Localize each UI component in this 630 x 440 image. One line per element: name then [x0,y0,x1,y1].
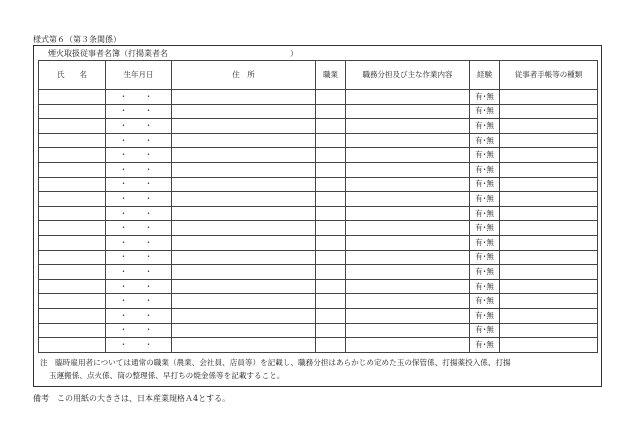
occupation-cell[interactable] [316,338,346,353]
table-row [39,206,598,221]
name-cell[interactable] [39,90,106,105]
birthdate-cell[interactable]: ・ ・ [106,265,172,280]
address-cell[interactable] [172,221,316,236]
name-cell[interactable] [39,162,106,177]
birthdate-cell[interactable]: ・ ・ [106,323,172,338]
handbook-type-cell[interactable] [500,323,598,338]
address-cell[interactable] [172,162,316,177]
birthdate-cell[interactable]: ・ ・ [106,162,172,177]
experience-cell[interactable]: 有･無 [470,206,500,221]
experience-cell[interactable]: 有･無 [470,119,500,134]
table-row [39,221,598,236]
handbook-type-cell[interactable] [500,119,598,134]
name-cell[interactable] [39,206,106,221]
birthdate-cell[interactable]: ・ ・ [106,119,172,134]
address-cell[interactable] [172,308,316,323]
name-cell[interactable] [39,177,106,192]
roster-table [38,60,598,353]
experience-cell[interactable]: 有･無 [470,177,500,192]
duties-cell[interactable] [346,119,470,134]
occupation-cell[interactable] [316,308,346,323]
handbook-type-cell[interactable] [500,279,598,294]
address-cell[interactable] [172,323,316,338]
experience-cell[interactable]: 有･無 [470,265,500,280]
handbook-type-cell[interactable] [500,265,598,280]
col-occupation: 職業 [316,61,346,90]
table-row [39,90,598,105]
experience-cell[interactable]: 有･無 [470,192,500,207]
name-cell[interactable] [39,323,106,338]
handbook-type-cell[interactable] [500,308,598,323]
handbook-type-cell[interactable] [500,235,598,250]
roster-title-text: 煙火取扱従事者名簿（打揚業者名 [48,49,168,58]
duties-cell[interactable] [346,323,470,338]
note [40,356,598,382]
birthdate-cell[interactable]: ・ ・ [106,338,172,353]
address-cell[interactable] [172,294,316,309]
occupation-cell[interactable] [316,162,346,177]
experience-cell[interactable]: 有･無 [470,323,500,338]
experience-cell[interactable]: 有･無 [470,148,500,163]
name-cell[interactable] [39,192,106,207]
duties-cell[interactable] [346,221,470,236]
address-cell[interactable] [172,206,316,221]
name-cell[interactable] [39,294,106,309]
occupation-cell[interactable] [316,192,346,207]
header-row [39,61,598,90]
experience-cell[interactable]: 有･無 [470,294,500,309]
address-cell[interactable] [172,119,316,134]
birthdate-cell[interactable]: ・ ・ [106,90,172,105]
table-row [39,177,598,192]
handbook-type-cell[interactable] [500,90,598,105]
address-cell[interactable] [172,177,316,192]
birthdate-cell[interactable]: ・ ・ [106,235,172,250]
name-cell[interactable] [39,119,106,134]
name-cell[interactable] [39,265,106,280]
occupation-cell[interactable] [316,323,346,338]
handbook-type-cell[interactable] [500,177,598,192]
name-cell[interactable] [39,235,106,250]
name-cell[interactable] [39,250,106,265]
col-experience: 経験 [470,61,500,90]
experience-cell[interactable]: 有･無 [470,338,500,353]
occupation-cell[interactable] [316,206,346,221]
experience-cell[interactable]: 有･無 [470,90,500,105]
experience-cell[interactable]: 有･無 [470,250,500,265]
occupation-cell[interactable] [316,265,346,280]
table-row [39,250,598,265]
duties-cell[interactable] [346,133,470,148]
occupation-cell[interactable] [316,279,346,294]
address-cell[interactable] [172,148,316,163]
table-row [39,265,598,280]
handbook-type-cell[interactable] [500,192,598,207]
experience-cell[interactable]: 有･無 [470,133,500,148]
handbook-type-cell[interactable] [500,338,598,353]
duties-cell[interactable] [346,104,470,119]
col-name: 氏 名 [39,61,106,90]
table-row [39,133,598,148]
experience-cell[interactable]: 有･無 [470,104,500,119]
table-row [39,308,598,323]
handbook-type-cell[interactable] [500,221,598,236]
name-cell[interactable] [39,308,106,323]
duties-cell[interactable] [346,192,470,207]
experience-cell[interactable]: 有･無 [470,308,500,323]
name-cell[interactable] [39,104,106,119]
remarks: 備考 この用紙の大きさは、日本産業規格Ａ4とする。 [33,394,231,403]
roster-title-close: ） [290,49,298,58]
address-cell[interactable] [172,338,316,353]
duties-cell[interactable] [346,235,470,250]
roster-body [39,90,598,353]
address-cell[interactable] [172,192,316,207]
table-row [39,162,598,177]
address-cell[interactable] [172,133,316,148]
experience-cell[interactable]: 有･無 [470,279,500,294]
birthdate-cell[interactable]: ・ ・ [106,206,172,221]
duties-cell[interactable] [346,206,470,221]
experience-cell[interactable]: 有･無 [470,162,500,177]
birthdate-cell[interactable]: ・ ・ [106,148,172,163]
duties-cell[interactable] [346,177,470,192]
birthdate-cell[interactable]: ・ ・ [106,104,172,119]
note-line-1: 注 臨時雇用者については通常の職業（農業、会社員、店員等）を記載し、職務分担はあらかじめ定めた玉の保管係、打揚薬投入係、打揚 [40,358,511,367]
handbook-type-cell[interactable] [500,162,598,177]
table-row [39,104,598,119]
birthdate-cell[interactable]: ・ ・ [106,308,172,323]
address-cell[interactable] [172,104,316,119]
handbook-type-cell[interactable] [500,148,598,163]
birthdate-cell[interactable]: ・ ・ [106,133,172,148]
name-cell[interactable] [39,148,106,163]
col-address: 住 所 [172,61,316,90]
handbook-type-cell[interactable] [500,206,598,221]
address-cell[interactable] [172,90,316,105]
name-cell[interactable] [39,133,106,148]
handbook-type-cell[interactable] [500,294,598,309]
roster-title [48,48,298,59]
experience-cell[interactable]: 有･無 [470,221,500,236]
occupation-cell[interactable] [316,104,346,119]
address-cell[interactable] [172,235,316,250]
birthdate-cell[interactable]: ・ ・ [106,192,172,207]
birthdate-cell[interactable]: ・ ・ [106,294,172,309]
handbook-type-cell[interactable] [500,133,598,148]
duties-cell[interactable] [346,279,470,294]
table-row [39,279,598,294]
table-row [39,338,598,353]
note-line-2: 玉運搬係、点火係、筒の整理係、早打ちの焼金係等を記載すること。 [49,371,285,380]
name-cell[interactable] [39,221,106,236]
duties-cell[interactable] [346,294,470,309]
duties-cell[interactable] [346,265,470,280]
name-cell[interactable] [39,279,106,294]
occupation-cell[interactable] [316,90,346,105]
table-row [39,192,598,207]
name-cell[interactable] [39,338,106,353]
table-row [39,294,598,309]
duties-cell[interactable] [346,90,470,105]
birthdate-cell[interactable]: ・ ・ [106,221,172,236]
occupation-cell[interactable] [316,148,346,163]
occupation-cell[interactable] [316,133,346,148]
table-row [39,119,598,134]
duties-cell[interactable] [346,308,470,323]
duties-cell[interactable] [346,250,470,265]
birthdate-cell[interactable]: ・ ・ [106,250,172,265]
address-cell[interactable] [172,250,316,265]
occupation-cell[interactable] [316,177,346,192]
col-birthdate: 生年月日 [106,61,172,90]
table-row [39,235,598,250]
col-handbook-type: 従事者手帳等の種類 [500,61,598,90]
roster-frame [33,45,602,387]
table-row [39,148,598,163]
duties-cell[interactable] [346,338,470,353]
birthdate-cell[interactable]: ・ ・ [106,177,172,192]
occupation-cell[interactable] [316,250,346,265]
handbook-type-cell[interactable] [500,104,598,119]
table-row [39,323,598,338]
experience-cell[interactable]: 有･無 [470,235,500,250]
form-number: 様式第６（第３条関係） [33,35,121,44]
duties-cell[interactable] [346,148,470,163]
occupation-cell[interactable] [316,235,346,250]
birthdate-cell[interactable]: ・ ・ [106,279,172,294]
address-cell[interactable] [172,265,316,280]
occupation-cell[interactable] [316,294,346,309]
occupation-cell[interactable] [316,119,346,134]
address-cell[interactable] [172,279,316,294]
col-duties: 職務分担及び主な作業内容 [346,61,470,90]
handbook-type-cell[interactable] [500,250,598,265]
occupation-cell[interactable] [316,221,346,236]
duties-cell[interactable] [346,162,470,177]
